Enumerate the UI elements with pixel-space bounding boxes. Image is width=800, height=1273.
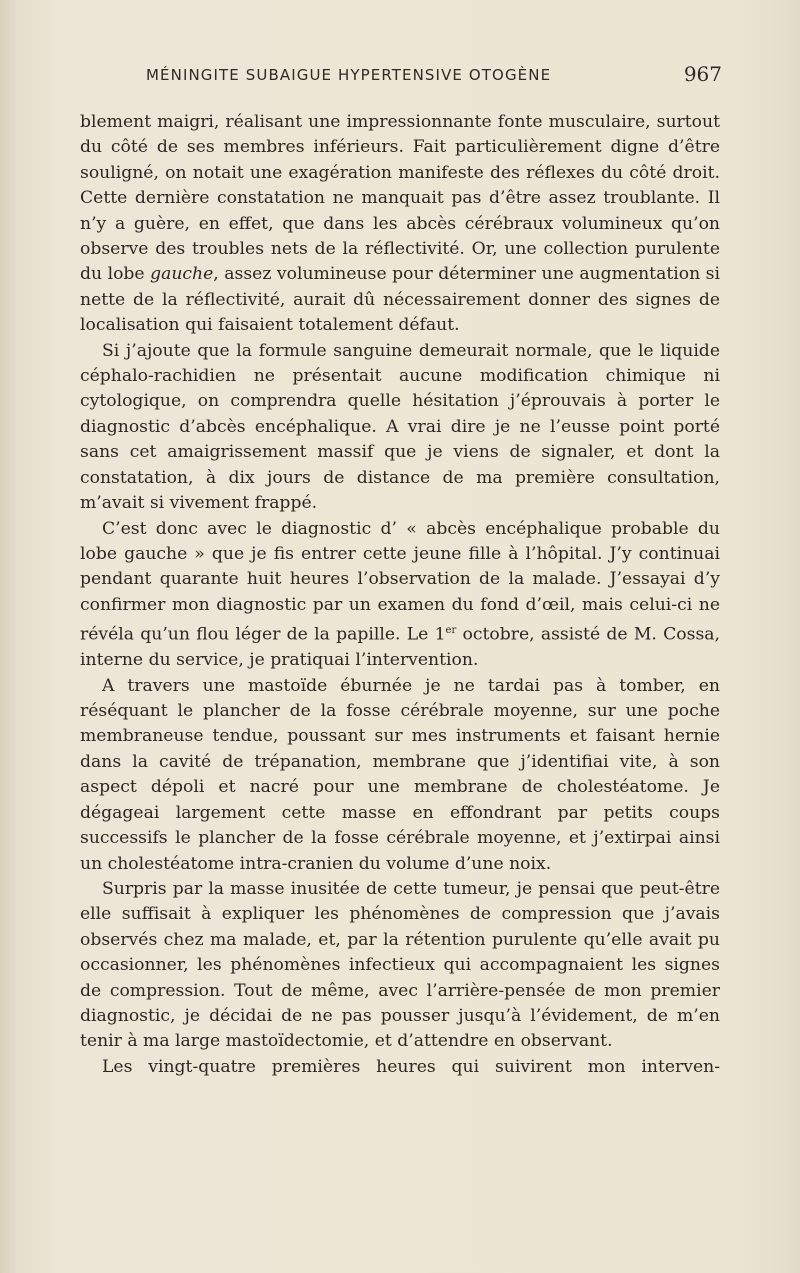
paragraph-text: octobre, assisté de M. Cossa, interne du service, je pratiquai l’intervention. (80, 624, 720, 671)
paragraph-text: , assez volumineuse pour déterminer une augmentation si nette de la réflectivité, aurait dû nécessairement donner des signes de localisation qui faisaient totalement défaut. (80, 264, 720, 336)
emphasis-text: gauche (150, 264, 214, 285)
paragraph-text: blement maigri, réalisant une impressionnante fonte musculaire, surtout du côté de ses membres inférieurs. Fait particulièrement digne d’être souligné, on notait une exagération manifeste des réflexes du côté droit. Cette dernière constatation ne manquait pas d’être assez troublante. Il n’y a guère, en effet, que dans les abcès cérébraux volumineux qu’on observe des troubles nets de la réflectivité. Or, une collection purulente du lobe (80, 112, 720, 285)
paragraph: Les vingt-quatre premières heures qui suivirent mon interven- (102, 1056, 720, 1077)
page-number: 967 (683, 62, 722, 86)
body-text (80, 110, 720, 1080)
paragraph (80, 110, 720, 339)
paragraph: Si j’ajoute que la formule sanguine demeurait normale, que le liquide céphalo-rachidien ne présentait aucune modification chimique ni cytologique, on comprendra quelle hésitation j’éprouvais à porter le diagnostic d’abcès encéphalique. A vrai dire je ne l’eusse point porté sans cet amaigrissement massif que je viens de signaler, et dont la constatation, à dix jours de distance de ma première consultation, m’avait si vivement frappé. (80, 340, 720, 514)
running-head (146, 62, 722, 86)
paragraph-text: C’est donc avec le diagnostic d’ « abcès encéphalique probable du lobe gauche » que je fis entrer cette jeune fille à l’hôpital. J’y continuai pendant quarante huit heures l’observation de la malade. J’essayai d’y confirmer mon diagnostic par un examen du fond d’œil, mais celui-ci ne révéla qu’un flou léger de la papille. Le 1 (80, 518, 720, 645)
running-title: MÉNINGITE SUBAIGUE HYPERTENSIVE OTOGÈNE (146, 66, 552, 84)
paragraph (80, 517, 720, 674)
paragraph: A travers une mastoïde éburnée je ne tardai pas à tomber, en réséquant le plancher de la fosse cérébrale moyenne, sur une poche membraneuse tendue, poussant sur mes instruments et faisant hernie dans la cavité de trépanation, membrane que j’identifiai vite, à son aspect dépoli et nacré pour une membrane de cholestéatome. Je dégageai largement cette masse en effondrant par petits coups successifs le plancher de la fosse cérébrale moyenne, et j’extirpai ainsi un cholestéatome intra-cranien du volume d’une noix. (80, 675, 720, 874)
paragraph: Surpris par la masse inusitée de cette tumeur, je pensai que peut-être elle suffisait à expliquer les phénomènes de compression que j’avais observés chez ma malade, et, par la rétention purulente qu’elle avait pu occasionner, les phénomènes infectieux qui accompagnaient les signes de compression. Tout de même, avec l’arrière-pensée de mon premier diagnostic, je décidai de ne pas pousser jusqu’à l’évidement, de m’en tenir à ma large mastoïdectomie, et d’attendre en observant. (80, 878, 720, 1052)
superscript-text: er (445, 625, 457, 637)
